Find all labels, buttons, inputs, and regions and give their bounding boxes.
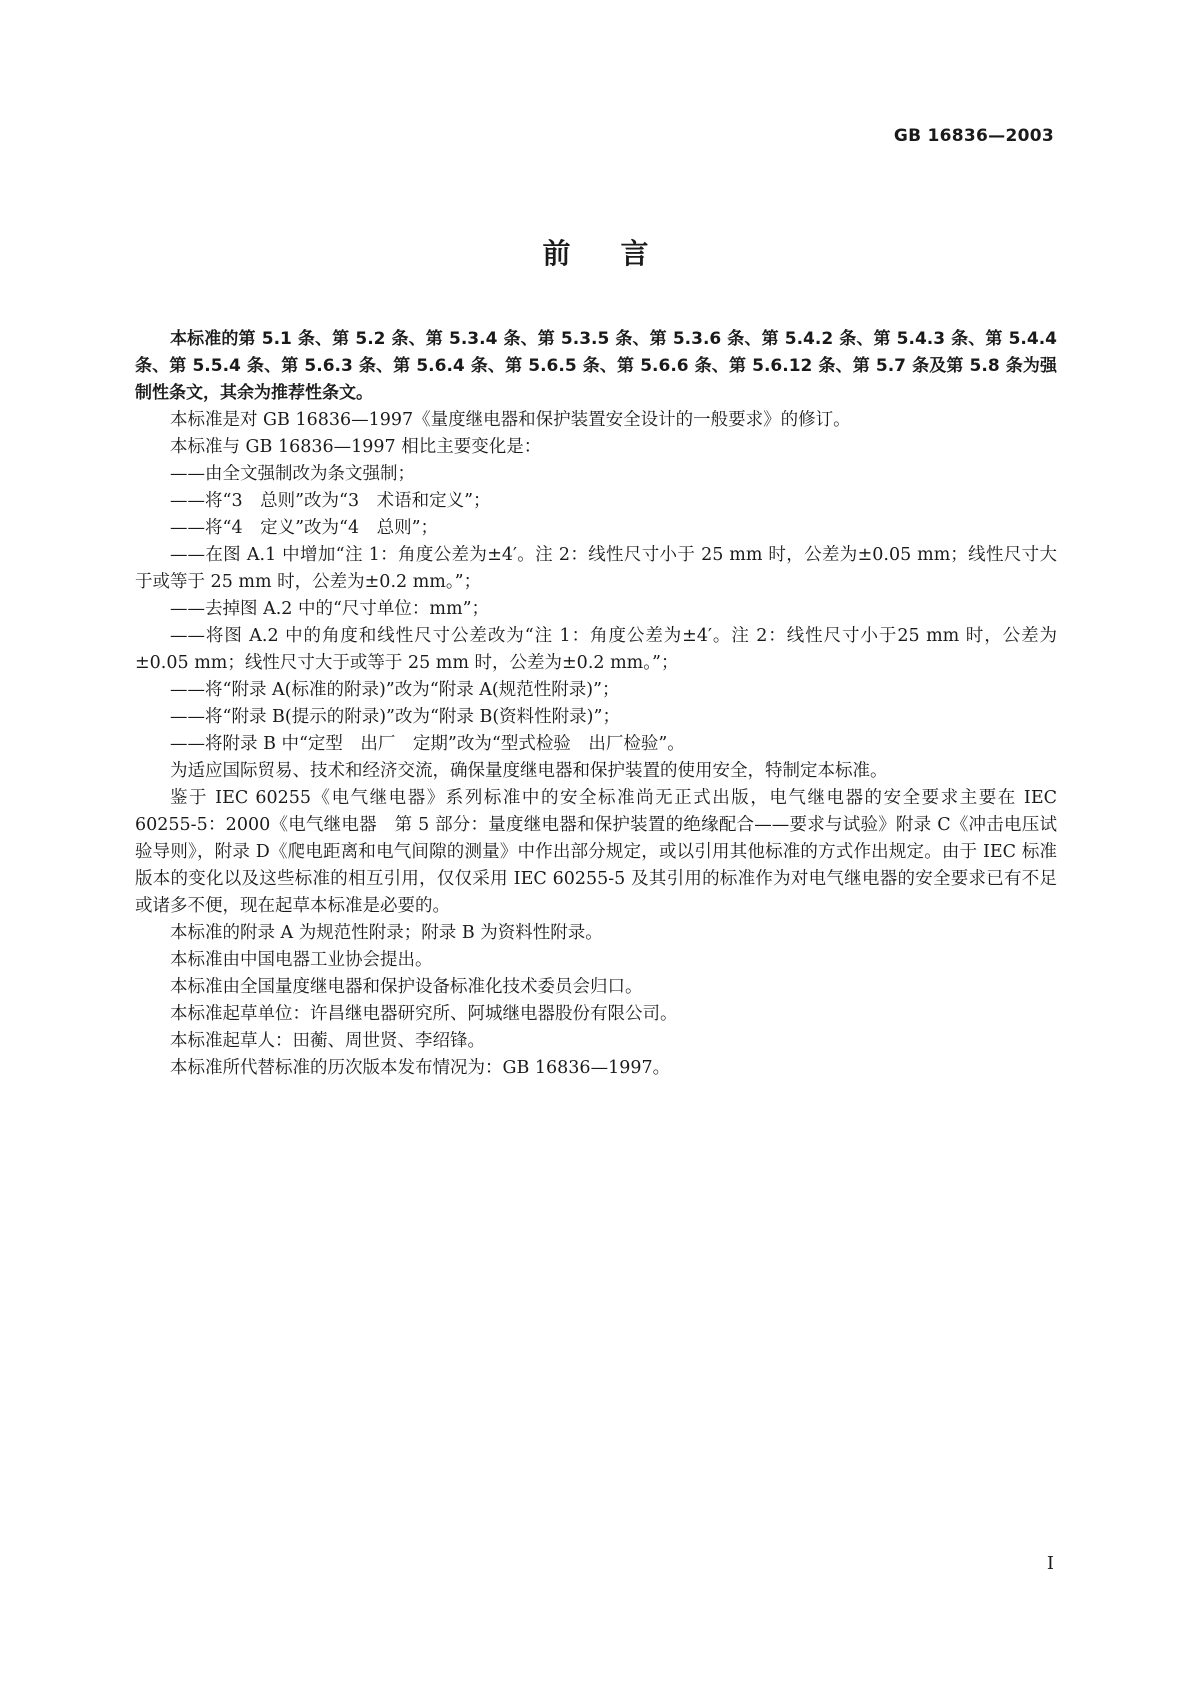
- drafting-units-paragraph: 本标准起草单位：许昌继电器研究所、阿城继电器股份有限公司。: [170, 1004, 678, 1024]
- purpose-paragraph: 为适应国际贸易、技术和经济交流，确保量度继电器和保护装置的使用安全，特制定本标准。: [170, 761, 888, 781]
- change-item: ——去掉图 A.2 中的“尺寸单位：mm”；: [170, 599, 490, 619]
- change-item: ——将“附录 A(标准的附录)”改为“附录 A(规范性附录)”；: [170, 680, 620, 700]
- page-number: I: [1046, 1553, 1054, 1574]
- history-paragraph: 本标准所代替标准的历次版本发布情况为：GB 16836—1997。: [170, 1058, 671, 1078]
- page-title: 前言: [542, 237, 699, 270]
- annex-paragraph: 本标准的附录 A 为规范性附录；附录 B 为资料性附录。: [170, 923, 603, 943]
- foreword-body: [135, 326, 1057, 1082]
- changes-intro-paragraph: 本标准与 GB 16836—1997 相比主要变化是：: [170, 437, 542, 457]
- mandatory-clauses-paragraph: 本标准的第 5.1 条、第 5.2 条、第 5.3.4 条、第 5.3.5 条、第 5.3.6 条、第 5.4.2 条、第 5.4.3 条、第 5.4.4 条、第 5.5.4 条、第 5.6.3 条、第 5.6.4 条、第 5.6.5 条、第 5.6.6 条、第 5.6.12 条、第 5.7 条及第 5.8 条为强制性条文，其余为推荐性条文。: [135, 329, 1057, 403]
- change-item: ——将附录 B 中“定型 出厂 定期”改为“型式检验 出厂检验”。: [170, 734, 685, 754]
- change-item: ——在图 A.1 中增加“注 1：角度公差为±4′。注 2：线性尺寸小于 25 mm 时，公差为±0.05 mm；线性尺寸大于或等于 25 mm 时，公差为±0.2 mm。”；: [135, 545, 1057, 592]
- change-item: ——将“3 总则”改为“3 术语和定义”；: [170, 491, 491, 511]
- background-paragraph: 鉴于 IEC 60255《电气继电器》系列标准中的安全标准尚无正式出版，电气继电器的安全要求主要在 IEC 60255-5：2000《电气继电器 第 5 部分：量度继电器和保护装置的绝缘配合——要求与试验》附录 C《冲击电压试验导则》，附录 D《爬电距离和电气间隙的测量》中作出部分规定，或以引用其他标准的方式作出规定。由于 IEC 标准版本的变化以及这些标准的相互引用，仅仅采用 IEC 60255-5 及其引用的标准作为对电气继电器的安全要求已有不足或诸多不便，现在起草本标准是必要的。: [135, 788, 1057, 916]
- revision-paragraph: 本标准是对 GB 16836—1997《量度继电器和保护装置安全设计的一般要求》的修订。: [170, 410, 851, 430]
- change-item: ——将“4 定义”改为“4 总则”；: [170, 518, 439, 538]
- committee-paragraph: 本标准由全国量度继电器和保护设备标准化技术委员会归口。: [170, 977, 643, 997]
- change-item: ——将“附录 B(提示的附录)”改为“附录 B(资料性附录)”；: [170, 707, 620, 727]
- change-item: ——由全文强制改为条文强制；: [170, 464, 415, 484]
- standard-code: GB 16836—2003: [893, 126, 1054, 146]
- drafters-paragraph: 本标准起草人：田蘅、周世贤、李绍锋。: [170, 1031, 485, 1051]
- change-item: ——将图 A.2 中的角度和线性尺寸公差改为“注 1：角度公差为±4′。注 2：线性尺寸小于25 mm 时，公差为±0.05 mm；线性尺寸大于或等于 25 mm 时，公差为±0.2 mm。”；: [135, 626, 1057, 673]
- proposer-paragraph: 本标准由中国电器工业协会提出。: [170, 950, 433, 970]
